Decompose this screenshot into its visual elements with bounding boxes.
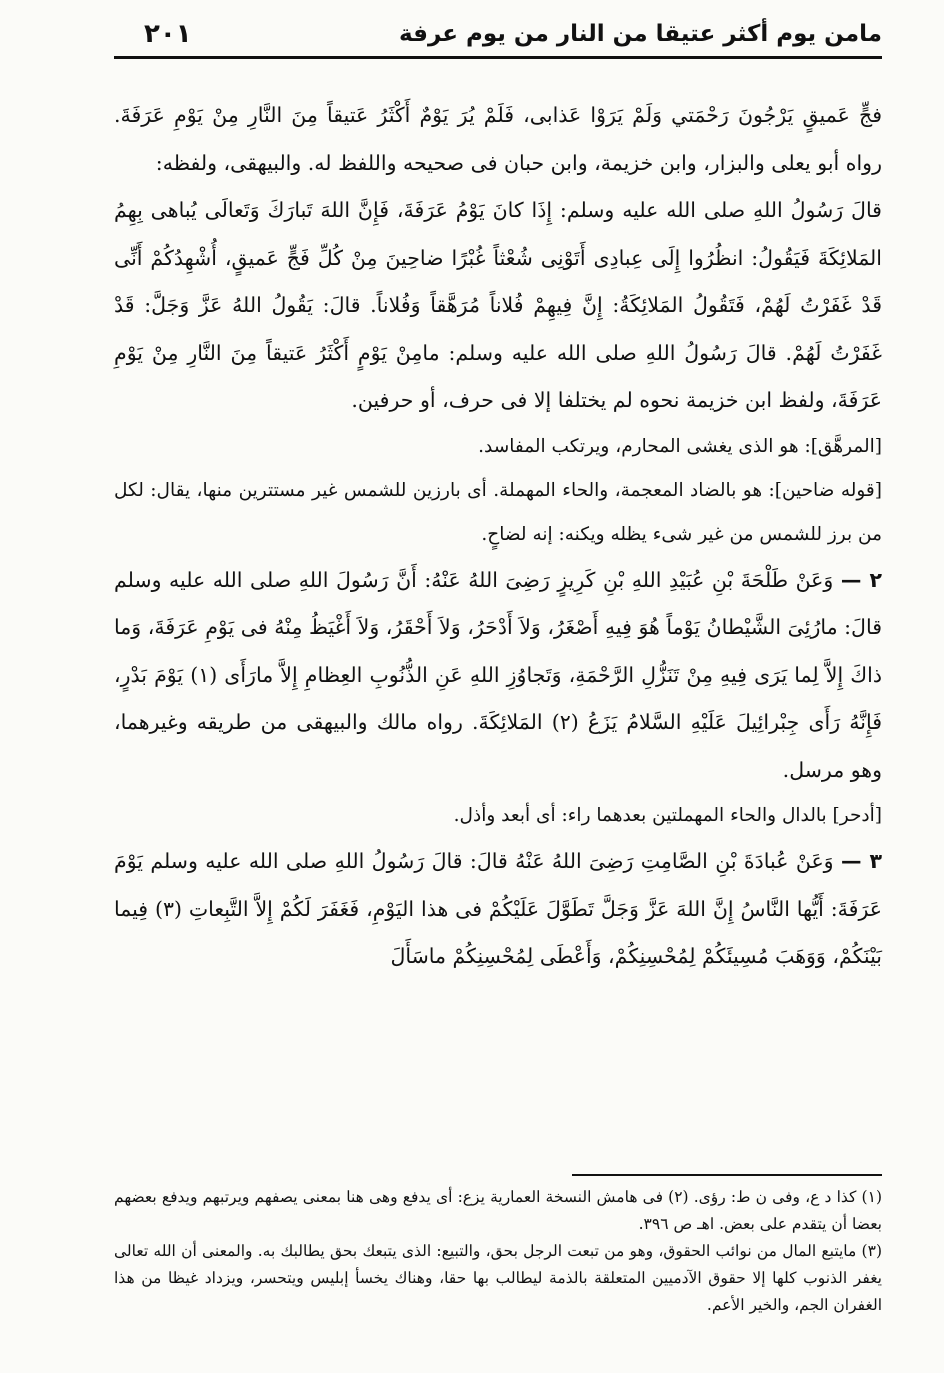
footnote: (١) كذا د ع، وفى ن ط: رؤى. (٢) فى هامش النسخة العمارية يزع: أى يدفع وهى هنا بمعنى يصفهم ويرتبهم ويدفع بعضهم بعضا أن يتقدم على بعض. اهـ ص ٣٩٦.: [114, 1188, 882, 1233]
footnotes: [114, 1184, 882, 1319]
gloss-note: [المرهَّق]: هو الذى يغشى المحارم، ويرتكب المفاسد.: [478, 435, 882, 457]
paragraph: قالَ رَسُولُ اللهِ صلى الله عليه وسلم: إِذَا كانَ يَوْمُ عَرَفَةَ، فَإِنَّ اللهَ تَبارَكَ وَتَعالَى يُباهى بِهِمُ المَلائِكَةَ فَيَقُولُ: انظُرُوا إِلَى عِبادِى أَتَوْنِى شُعْثاً غُبْرًا ضاحِينَ مِنْ كُلِّ فَجٍّ عَميقٍ، أُشْهِدُكُمْ أَنِّى قَدْ غَفَرْتُ لَهُمْ، فَتَقُولُ المَلائِكَةُ: إِنَّ فِيهِمْ فُلاناً مُرَهَّقاً وَفُلاناً. قالَ: يَقُولُ اللهُ عَزَّ وَجَلَّ: قَدْ غَفَرْتُ لَهُمْ. قالَ رَسُولُ اللهِ صلى الله عليه وسلم: مامِنْ يَوْمٍ أَكْثَرُ عَتيقاً مِنَ النَّارِ مِنْ يَوْمِ عَرَفَةَ، ولفظ ابن خزيمة نحوه لم يختلفا إلا فى حرف، أو حرفين.: [114, 198, 882, 412]
entry-text: وَعَنْ طَلْحَةَ بْنِ عُبَيْدِ اللهِ بْنِ كَرِيزٍ رَضِىَ اللهُ عَنْهُ: أَنَّ رَسُولَ اللهِ صلى الله عليه وسلم قالَ: مارُئِىَ الشَّيْطانُ يَوْماً هُوَ فِيهِ أَصْغَرُ، وَلاَ أَدْحَرُ، وَلاَ أَحْقَرُ، وَلاَ أَغْيَظُ مِنْهُ فى يَوْمِ عَرَفَةَ، وَما ذاكَ إِلاَّ لِما يَرَى فِيهِ مِنْ تَنَزُّلِ الرَّحْمَةِ، وَتَجاوُزِ اللهِ عَنِ الذُّنُوبِ العِظامِ إِلاَّ مارَأَى (١) يَوْمَ بَدْرٍ، فَإِنَّهُ رَأَى جِبْرائِيلَ عَلَيْهِ السَّلامُ يَزَعُ (٢) المَلائِكَةَ. رواه مالك والبيهقى من طريقه وغيرهما، وهو مرسل.: [114, 567, 882, 782]
footnote-divider: [572, 1174, 882, 1176]
entry-number: ٣ —: [840, 849, 882, 873]
header-title: مامن يوم أكثر عتيقا من النار من يوم عرفة: [398, 21, 882, 47]
hadith-entry: [114, 838, 882, 981]
gloss-note: [قوله ضاحين]: هو بالضاد المعجمة، والحاء المهملة. أى بارزين للشمس غير مستترين منها، يقال: لكل من برز للشمس من غير شىء يظله ويكنه: إنه لضاحٍ.: [114, 479, 882, 545]
entry-text: وَعَنْ عُبادَةَ بْنِ الصَّامِتِ رَضِىَ اللهُ عَنْهُ قالَ: قالَ رَسُولُ اللهِ صلى الله عليه وسلم يَوْمَ عَرَفَةَ: أَيُّها النَّاسُ إِنَّ اللهَ عَزَّ وَجَلَّ تَطَوَّلَ عَلَيْكُمْ فى هذا اليَوْمِ، فَغَفَرَ لَكُمْ إِلاَّ التَّبِعاتِ (٣) فِيما بَيْنَكُمْ، وَوَهَبَ مُسِيئَكُمْ لِمُحْسِنِكُمْ، وَأَعْطَى لِمُحْسِنِكُمْ ماسَأَلَ: [114, 849, 882, 968]
paragraph: فجٍّ عَميقٍ يَرْجُونَ رَحْمَتي وَلَمْ يَرَوْا عَذابى، فَلَمْ يُرَ يَوْمٌ أَكْثَرُ عَتيقاً مِنَ النَّارِ مِنْ يَوْمِ عَرَفَةَ. رواه أبو يعلى والبزار، وابن خزيمة، وابن حبان فى صحيحه واللفظ له. والبيهقى، ولفظه:: [114, 103, 882, 175]
footnote: (٣) مايتبع المال من نوائب الحقوق، وهو من تبعت الرجل بحق، والتبيع: الذى يتبعك بحق يطالبك به. والمعنى أن الله تعالى يغفر الذنوب كلها إلا حقوق الآدميين المتعلقة بالذمة ليطالب بها حقا، وهناك يخسأ إبليس ويتحسر، ويزداد غيظا من هذا الغفران الجم، والخير الأعم.: [114, 1242, 882, 1314]
running-header: [114, 12, 882, 59]
entry-number: ٢ —: [840, 567, 882, 592]
main-text: [114, 92, 882, 981]
hadith-entry: [114, 557, 882, 795]
page-number: ٢٠١: [144, 19, 192, 49]
gloss-note: [أدحر] بالدال والحاء المهملتين بعدهما راء: أى أبعد وأذل.: [453, 805, 882, 826]
